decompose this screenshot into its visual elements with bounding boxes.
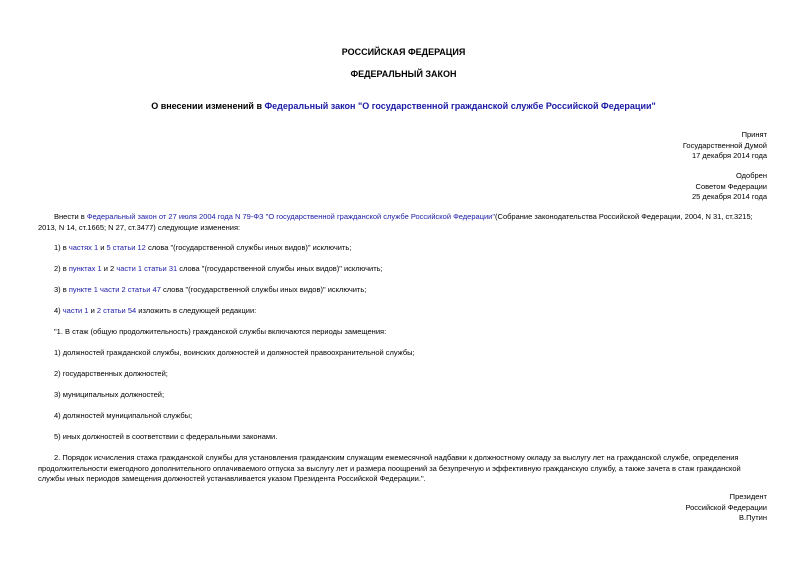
item-1-link-1[interactable]: частях 1: [68, 243, 99, 252]
item-1-link-2[interactable]: 5 статьи 12: [106, 243, 146, 252]
signature-title: Президент: [729, 492, 767, 501]
item-3-text: 3) в: [54, 285, 69, 294]
adopted-date: 17 декабря 2014 года: [691, 151, 767, 160]
item-4-text-2: и: [88, 306, 97, 315]
approved-label: Одобрен: [736, 171, 767, 180]
intro-source: (Собрание законодательства Российской Федерации, 2004, N 31, ст.3215; 2013, N 14, ст.1665; N 27, ст.3477) следующие изменения:: [38, 212, 753, 232]
item-4: [38, 306, 768, 317]
approved-body: Советом Федерации: [695, 181, 767, 191]
new-text-sub-4: 4) должностей муниципальной службы;: [54, 411, 193, 420]
item-2-link-2[interactable]: части 1 статьи 31: [116, 264, 178, 273]
law-link-title[interactable]: "О государственной гражданской службе Российской Федерации": [265, 212, 496, 221]
item-3: [38, 285, 768, 296]
item-1-text-2: и: [98, 243, 107, 252]
signature-country: Российской Федерации: [685, 502, 767, 512]
signature-name: В.Путин: [739, 513, 767, 522]
approved-date: 25 декабря 2014 года: [691, 192, 767, 201]
item-1-text-3: слова "(государственной службы иных видов)" исключить;: [145, 243, 352, 252]
new-text-sub-1: 1) должностей гражданской службы, воинских должностей и должностей правоохранительной службы;: [54, 348, 415, 357]
item-4-link-1[interactable]: части 1: [62, 306, 89, 315]
adopted-label: Принят: [741, 130, 767, 139]
item-2-text: 2) в: [54, 264, 69, 273]
item-3-text-2: слова "(государственной службы иных видов)" исключить;: [160, 285, 367, 294]
new-text-para-2: 2. Порядок исчисления стажа гражданской службы для установления гражданским служащим ежемесячной надбавки к должностному окладу за выслугу лет на гражданской службе, определения продолжительности ежегодного дополнительного оплачиваемого отпуска за выслугу лет и размера поощрений за безупречную и эффективную гражданскую службу, а также зачета в стаж гражданской службы иных периодов замещения должностей устанавливается указом Президента Российской Федерации.".: [38, 453, 741, 483]
item-3-link-1[interactable]: пункте 1 части 2 статьи 47: [68, 285, 161, 294]
new-text-sub-2: 2) государственных должностей;: [54, 369, 168, 378]
approved-block: [692, 171, 767, 203]
item-2-text-2: и 2: [101, 264, 117, 273]
country-heading: РОССИЙСКАЯ ФЕДЕРАЦИЯ: [341, 47, 466, 57]
adopted-block: [683, 130, 767, 162]
item-1-text: 1) в: [54, 243, 69, 252]
adopted-body: Государственной Думой: [682, 140, 767, 150]
item-2-text-3: слова "(государственной службы иных видов)" исключить;: [177, 264, 383, 273]
intro-paragraph: [38, 212, 768, 233]
law-link-79fz[interactable]: Федеральный закон от 27 июля 2004 года N 79-ФЗ: [86, 212, 264, 221]
item-2-link-1[interactable]: пунктах 1: [68, 264, 102, 273]
item-4-link-2[interactable]: 2 статьи 54: [96, 306, 137, 315]
new-text-para-1: "1. В стаж (общую продолжительность) гражданской службы включаются периоды замещения:: [54, 327, 387, 336]
item-2: [38, 264, 768, 275]
item-4-text-3: изложить в следующей редакции:: [136, 306, 257, 315]
new-text-sub-3: 3) муниципальных должностей;: [54, 390, 165, 399]
signature-block: [685, 492, 767, 524]
law-title: [0, 100, 807, 112]
item-4-text: 4): [54, 306, 63, 315]
new-text-sub-5: 5) иных должностей в соответствии с федеральными законами.: [54, 432, 278, 441]
law-title-link[interactable]: Федеральный закон "О государственной гражданской службе Российской Федерации": [264, 101, 656, 111]
law-title-prefix: О внесении изменений в: [151, 101, 265, 111]
item-1: [38, 243, 768, 254]
intro-text: Внести в: [54, 212, 87, 221]
doc-type-heading: ФЕДЕРАЛЬНЫЙ ЗАКОН: [350, 69, 457, 79]
